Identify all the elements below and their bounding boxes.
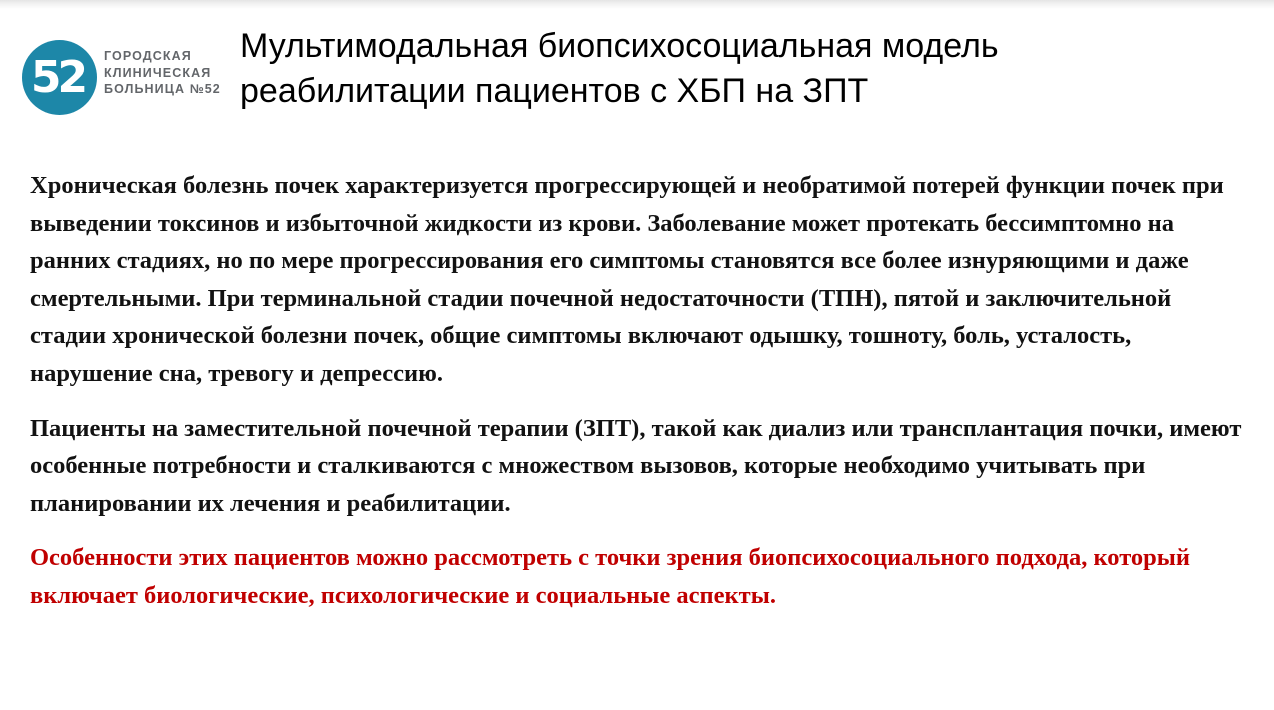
hospital-logo-icon xyxy=(22,40,97,115)
slide-title: Мультимодальная биопсихосоциальная модель реабилитации пациентов с ХБП на ЗПТ xyxy=(240,27,999,110)
paragraph-rrt-patients: Пациенты на заместительной почечной терапии (ЗПТ), такой как диализ или трансплантация почки, имеют особенные потребности и сталкиваются с множеством вызовов, которые необходимо учитывать при планировании их лечения и реабилитации. xyxy=(30,414,1242,517)
hospital-name xyxy=(104,48,221,98)
hospital-name-line: БОЛЬНИЦА №52 xyxy=(104,82,221,96)
top-edge-shadow xyxy=(0,0,1274,9)
paragraph-ckd-overview: Хроническая болезнь почек характеризуется прогрессирующей и необратимой потерей функции почек при выведении токсинов и избыточной жидкости из крови. Заболевание может протекать бессимптомно на ранних стадиях, но по мере прогрессирования его симптомы становятся все более изнуряющими и даже смертельными. При терминальной стадии почечной недостаточности (ТПН), пятой и заключительной стадии хронической болезни почек, общие симптомы включают одышку, тошноту, боль, усталость, нарушение сна, тревогу и депрессию. xyxy=(30,172,1224,387)
hospital-name-line: ГОРОДСКАЯ xyxy=(104,49,192,63)
paragraph-biopsychosocial-approach: Особенности этих пациентов можно рассмотреть с точки зрения биопсихосоциального подхода, который включает биологические, психологические и социальные аспекты. xyxy=(30,544,1191,609)
hospital-name-line: КЛИНИЧЕСКАЯ xyxy=(104,65,212,80)
slide-body xyxy=(30,167,1248,632)
logo-number: 52 xyxy=(30,52,85,103)
